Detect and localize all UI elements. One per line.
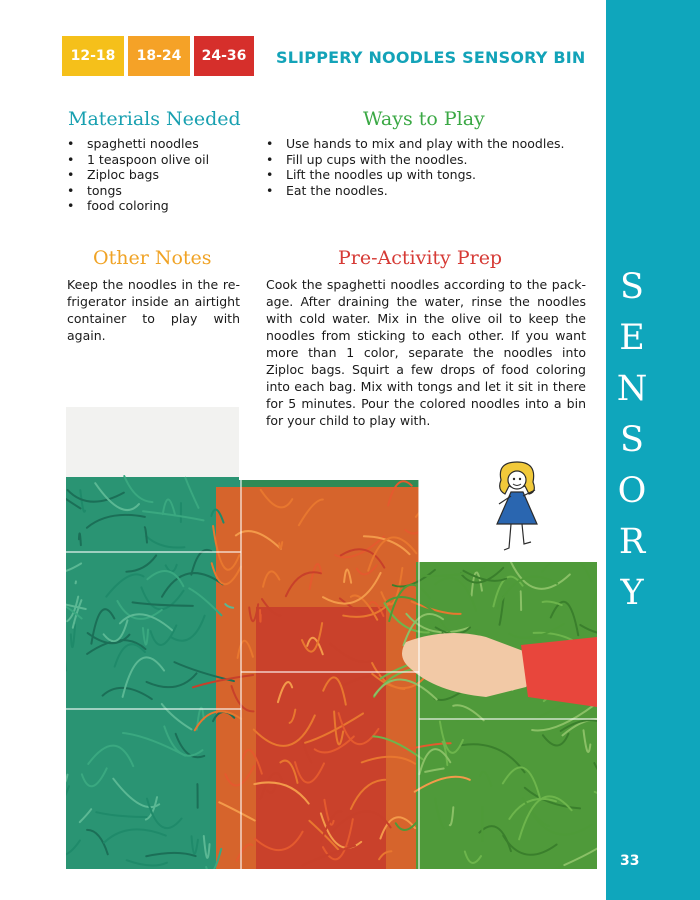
noodle-strand — [521, 591, 522, 610]
age-badge-12-18: 12-18 — [62, 36, 124, 76]
girl-illustration — [487, 458, 549, 558]
list-item: • Use hands to mix and play with the noodles. — [266, 136, 565, 152]
sidebar-letter: O — [617, 471, 647, 511]
ways-to-play-list — [266, 136, 565, 198]
sidebar-letter: Y — [620, 573, 644, 613]
sidebar-letter: S — [620, 267, 644, 307]
activity-title: SLIPPERY NOODLES SENSORY BIN — [276, 48, 586, 67]
other-notes-heading: Other Notes — [93, 247, 212, 269]
list-item: • food coloring — [67, 198, 209, 214]
pre-activity-prep-text: Cook the spaghetti noodles according to the package. After draining the water, rinse the noodles with cold water. Mix in the olive oil to keep the noodles from sticking to each other. If you want more than 1 color, separate the noodles into Ziploc bags. Squirt a few drops of food coloring into each bag. Mix with tongs and let it sit in there for 5 minutes. Pour the colored noodles into a bin for your child to play with. — [266, 277, 586, 428]
list-item: • spaghetti noodles — [67, 136, 209, 152]
sidebar-letter: S — [620, 420, 644, 460]
sensory-sidebar — [606, 0, 700, 900]
list-item: • 1 teaspoon olive oil — [67, 152, 209, 168]
sidebar-letter: E — [619, 318, 645, 358]
list-item: • Ziploc bags — [67, 167, 209, 183]
list-item: • tongs — [67, 183, 209, 199]
page-number: 33 — [620, 853, 640, 869]
age-badge-18-24: 18-24 — [128, 36, 190, 76]
materials-heading: Materials Needed — [68, 108, 241, 130]
ways-to-play-heading: Ways to Play — [363, 108, 485, 130]
other-notes-text: Keep the noodles in the refrigerator inside an airtight container to play with again. — [67, 277, 240, 343]
sidebar-letter: R — [618, 522, 646, 562]
sidebar-letter: N — [616, 369, 648, 409]
age-badge-24-36: 24-36 — [194, 36, 254, 76]
list-item: • Lift the noodles up with tongs. — [266, 167, 565, 183]
materials-list — [67, 136, 209, 214]
noodle-strand — [260, 610, 261, 622]
list-item: • Fill up cups with the noodles. — [266, 152, 565, 168]
noodle-strand — [416, 498, 458, 517]
pre-activity-prep-heading: Pre-Activity Prep — [338, 247, 503, 269]
list-item: • Eat the noodles. — [266, 183, 565, 199]
sidebar-word — [606, 262, 658, 619]
